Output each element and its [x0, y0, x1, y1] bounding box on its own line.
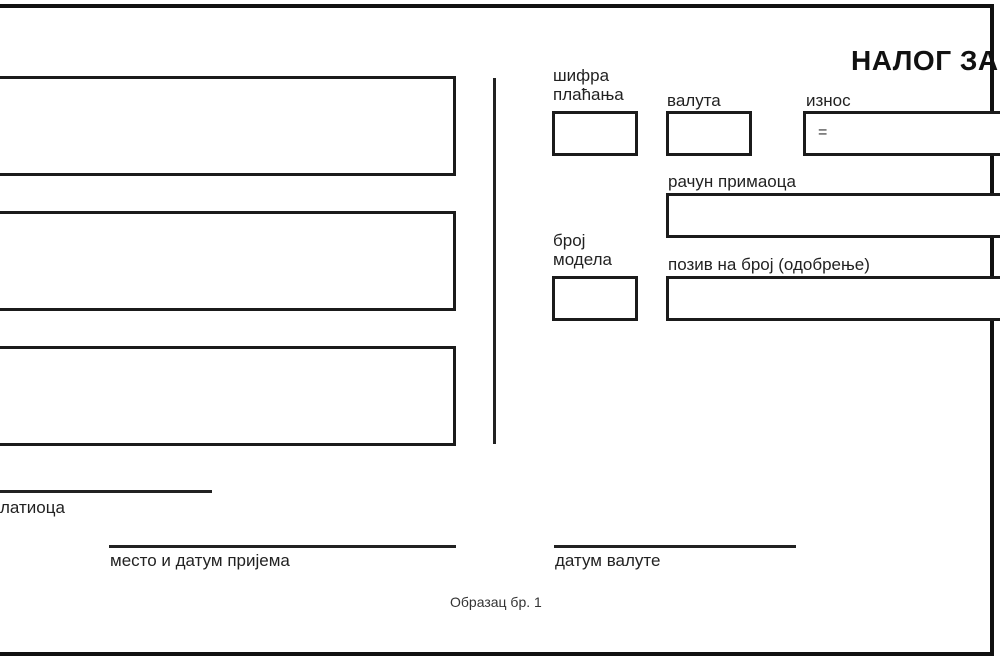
value-date-line: [554, 545, 796, 548]
reference-label: позив на број (одобрење): [668, 255, 870, 274]
payer-field[interactable]: [0, 76, 456, 176]
recipient-account-label: рачун примаоца: [668, 172, 796, 191]
form-number: Образац бр. 1: [450, 594, 542, 610]
payment-purpose-field[interactable]: [0, 211, 456, 311]
payment-code-label: шифра плаћања: [553, 66, 624, 104]
payer-signature-line: [0, 490, 212, 493]
form-title: НАЛОГ ЗА: [851, 45, 999, 76]
place-date-label: место и датум пријема: [110, 551, 290, 570]
model-number-field[interactable]: [552, 276, 638, 321]
place-date-line: [109, 545, 456, 548]
reference-field[interactable]: [666, 276, 1000, 321]
currency-field[interactable]: [666, 111, 752, 156]
model-number-label: број модела: [553, 231, 612, 269]
recipient-field[interactable]: [0, 346, 456, 446]
recipient-account-field[interactable]: [666, 193, 1000, 238]
amount-label: износ: [806, 91, 851, 110]
amount-prefix: =: [818, 124, 828, 141]
amount-field[interactable]: [803, 111, 1000, 156]
payment-code-field[interactable]: [552, 111, 638, 156]
value-date-label: датум валуте: [555, 551, 661, 570]
currency-label: валута: [667, 91, 721, 110]
column-divider: [493, 78, 496, 444]
payer-signature-label: латиоца: [0, 498, 65, 517]
